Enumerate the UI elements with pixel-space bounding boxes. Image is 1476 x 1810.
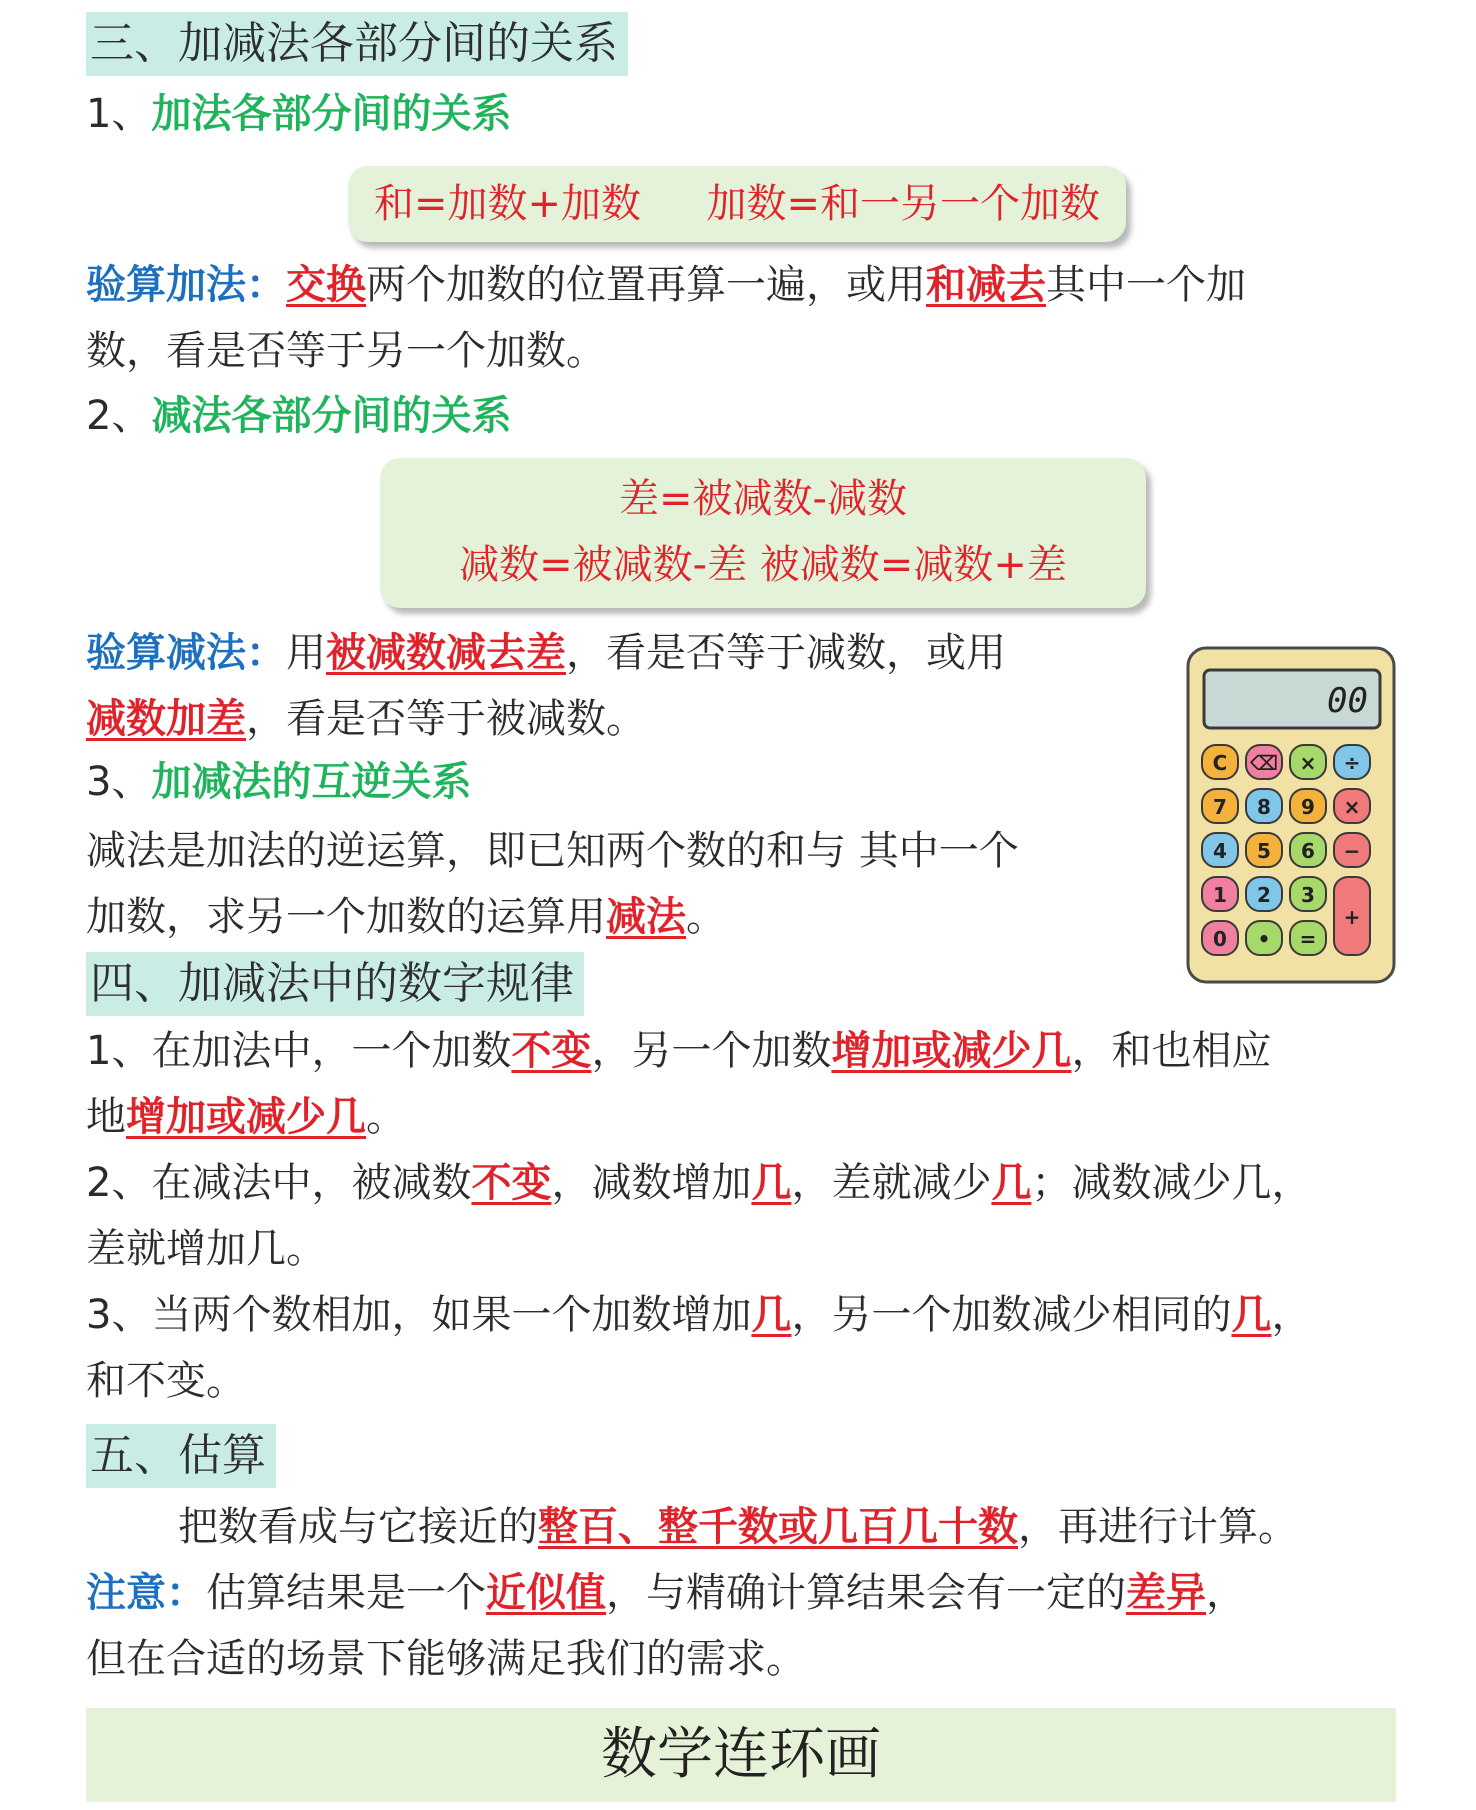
keyword-approximation: 近似值 xyxy=(486,1570,606,1616)
text: ，再进行计算。 xyxy=(1018,1504,1298,1550)
note-line1 xyxy=(86,1560,1246,1626)
calculator-key-label: • xyxy=(1257,927,1271,951)
keyword-several: 几 xyxy=(1231,1292,1272,1338)
calculator-key-label: 6 xyxy=(1301,839,1315,863)
text: ，减数增加 xyxy=(551,1160,752,1206)
text: 两个加数的位置再算一遍，或用 xyxy=(366,262,926,308)
keyword-subtrahend-plus-diff: 减数加差 xyxy=(86,696,246,742)
text: ，另一个加数 xyxy=(591,1028,832,1074)
keyword-minuend-minus-diff: 被减数减去差 xyxy=(326,630,566,676)
section-4-heading: 四、加减法中的数字规律 xyxy=(86,952,584,1016)
formula-difference: 差=被减数-减数 xyxy=(619,476,907,522)
text: ；减数减少几， xyxy=(1031,1160,1312,1206)
calculator-key-label: − xyxy=(1343,839,1361,863)
check-subtraction-label: 验算减法： xyxy=(86,630,286,676)
calculator-key-label: ÷ xyxy=(1343,751,1361,775)
estimation-paragraph xyxy=(178,1494,1298,1560)
subheading-inverse xyxy=(86,752,471,812)
formula-sum: 和=加数+加数 xyxy=(374,181,642,227)
calculator-illustration xyxy=(1182,644,1402,988)
inverse-line1: 减法是加法的逆运算，即已知两个数的和与 其中一个 xyxy=(86,828,1019,874)
text: 地 xyxy=(86,1094,126,1140)
keyword-several: 几 xyxy=(751,1292,792,1338)
section-5-heading: 五、估算 xyxy=(86,1424,276,1488)
bottom-banner: 数学连环画 xyxy=(86,1708,1396,1802)
calculator-key-label: × xyxy=(1343,795,1361,819)
calculator-key-label: C xyxy=(1212,751,1228,775)
rule1-line2 xyxy=(86,1084,406,1150)
calculator-key-label: 8 xyxy=(1257,795,1271,819)
text: 加数，求另一个加数的运算用 xyxy=(86,894,606,940)
formula-subtrahend: 减数=被减数-差 被减数=减数+差 xyxy=(459,542,1067,588)
keyword-increase-decrease: 增加或减少几 xyxy=(126,1094,366,1140)
subheading-number: 1、 xyxy=(86,91,152,137)
text: 1、在加法中，一个加数 xyxy=(86,1028,512,1074)
text: ，与精确计算结果会有一定的 xyxy=(606,1570,1126,1616)
calculator-key-label: 2 xyxy=(1257,883,1271,907)
text: 2、在减法中，被减数 xyxy=(86,1160,472,1206)
calculator-key-label: 0 xyxy=(1213,927,1227,951)
subheading-addition xyxy=(86,84,511,144)
text: 。 xyxy=(366,1094,406,1140)
calculator-display: 00 xyxy=(1327,681,1368,721)
calculator-key-label: ⌫ xyxy=(1249,751,1279,775)
rule3-line2: 和不变。 xyxy=(86,1358,246,1404)
subheading-number: 3、 xyxy=(86,759,152,805)
rule2-line2: 差就增加几。 xyxy=(86,1226,326,1272)
check-addition-line2: 数，看是否等于另一个加数。 xyxy=(86,328,606,374)
calculator-key-label: 7 xyxy=(1213,795,1227,819)
text: ，看是否等于减数，或用 xyxy=(566,630,1006,676)
rule2-line1 xyxy=(86,1150,1311,1216)
text: 其中一个加 xyxy=(1046,262,1246,308)
formula-addend: 加数=和一另一个加数 xyxy=(706,181,1100,227)
calculator-icon xyxy=(1182,644,1402,988)
text: 3、当两个数相加，如果一个加数增加 xyxy=(86,1292,752,1338)
note-label: 注意： xyxy=(86,1570,206,1616)
check-subtraction-line1 xyxy=(86,620,1006,686)
check-addition-label: 验算加法： xyxy=(86,262,286,308)
text: ，看是否等于被减数。 xyxy=(246,696,646,742)
text: 估算结果是一个 xyxy=(206,1570,486,1616)
text: ， xyxy=(1206,1570,1246,1616)
text: ，和也相应 xyxy=(1071,1028,1272,1074)
keyword-unchanged: 不变 xyxy=(511,1028,592,1074)
subheading-title: 加减法的互逆关系 xyxy=(151,759,472,805)
keyword-several: 几 xyxy=(991,1160,1032,1206)
subheading-subtraction xyxy=(86,386,511,446)
check-addition-line1 xyxy=(86,252,1246,318)
calculator-key-label: 1 xyxy=(1213,883,1227,907)
section-3-heading: 三、加减法各部分间的关系 xyxy=(86,12,628,76)
addition-formula-box xyxy=(348,166,1126,242)
check-subtraction-line2 xyxy=(86,686,646,752)
text: ， xyxy=(1271,1292,1312,1338)
keyword-sum-minus: 和减去 xyxy=(926,262,1046,308)
keyword-several: 几 xyxy=(751,1160,792,1206)
rule3-line1 xyxy=(86,1282,1311,1348)
keyword-round-numbers: 整百、整千数或几百几十数 xyxy=(538,1504,1018,1550)
keyword-difference: 差异 xyxy=(1126,1570,1206,1616)
inverse-line2 xyxy=(86,884,726,950)
note-line2: 但在合适的场景下能够满足我们的需求。 xyxy=(86,1636,806,1682)
subheading-title: 加法各部分间的关系 xyxy=(151,91,512,137)
calculator-key-label: + xyxy=(1343,905,1361,929)
text: 用 xyxy=(286,630,326,676)
calculator-key-label: = xyxy=(1299,927,1317,951)
calculator-key-label: 3 xyxy=(1301,883,1315,907)
subtraction-formula-box xyxy=(380,458,1146,608)
keyword-subtraction: 减法 xyxy=(606,894,686,940)
subheading-title: 减法各部分间的关系 xyxy=(151,393,512,439)
text: 把数看成与它接近的 xyxy=(178,1504,538,1550)
keyword-swap: 交换 xyxy=(286,262,366,308)
text: ，差就减少 xyxy=(791,1160,992,1206)
calculator-key-label: 5 xyxy=(1257,839,1271,863)
subheading-number: 2、 xyxy=(86,393,152,439)
text: 。 xyxy=(686,894,726,940)
calculator-key-label: 9 xyxy=(1301,795,1315,819)
calculator-key-label: × xyxy=(1299,751,1317,775)
keyword-unchanged: 不变 xyxy=(471,1160,552,1206)
text: ，另一个加数减少相同的 xyxy=(791,1292,1232,1338)
rule1-line1 xyxy=(86,1018,1271,1084)
calculator-key-label: 4 xyxy=(1213,839,1227,863)
keyword-increase-decrease: 增加或减少几 xyxy=(831,1028,1072,1074)
